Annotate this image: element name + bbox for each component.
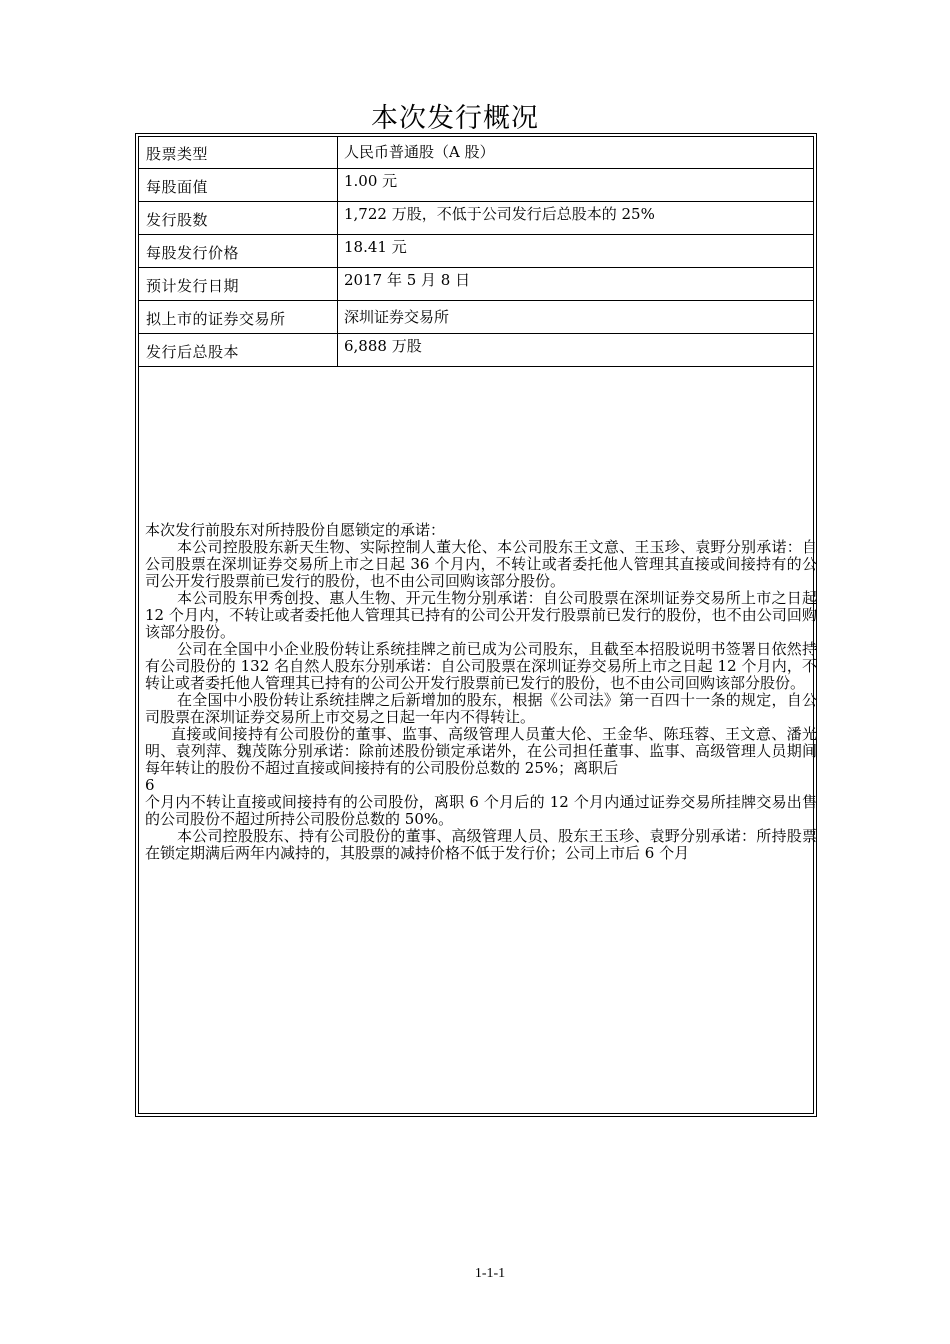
row-value: 人民币普通股（A 股） [344, 143, 495, 161]
row-value: 深圳证券交易所 [344, 308, 450, 326]
column-divider [337, 202, 338, 234]
row-label: 股票类型 [146, 145, 209, 163]
table-row-total-capital [138, 334, 814, 367]
page-number: 1-1-1 [474, 1266, 506, 1281]
row-value: 18.41 元 [344, 238, 407, 256]
row-value: 6,888 万股 [344, 337, 422, 355]
table-row-shares-issued [138, 202, 814, 235]
table-row-issue-price [138, 235, 814, 268]
commitment-paragraph: 公司在全国中小企业股份转让系统挂牌之前已成为公司股东，且截至本招股说明书签署日依然持有公司股份的 132 名自然人股东分别承诺：自公司股票在深圳证券交易所上市之日起 12 个月内，不转让或者委托他人管理其已持有的公司公开发行股票前已发行的股份，也不由公司回购该部分股份。 [145, 640, 817, 692]
column-divider [337, 235, 338, 267]
row-label: 每股发行价格 [146, 244, 240, 262]
page-title: 本次发行概况 [371, 103, 539, 134]
table-row-stock-type [138, 136, 814, 169]
commitments-heading: 本次发行前股东对所持股份自愿锁定的承诺： [145, 521, 446, 539]
commitment-paragraph: 直接或间接持有公司股份的董事、监事、高级管理人员董大伦、王金华、陈珏蓉、王文意、潘光明、袁列萍、魏茂陈分别承诺：除前述股份锁定承诺外，在公司担任董事、监事、高级管理人员期间每年转让的股份不超过直接或间接持有的公司股份总数的 25%；离职后 [145, 725, 817, 777]
column-divider [337, 268, 338, 300]
column-divider [337, 169, 338, 201]
commitment-paragraph: 本公司控股股东新天生物、实际控制人董大伦、本公司股东王文意、王玉珍、袁野分别承诺：自公司股票在深圳证券交易所上市之日起 36 个月内，不转让或者委托他人管理其直接或间接持有的公司公开发行股票前已发行的股份，也不由公司回购该部分股份。 [145, 538, 817, 590]
row-label: 每股面值 [146, 178, 209, 196]
commitment-paragraph: 6 [145, 776, 155, 794]
commitment-paragraph: 个月内不转让直接或间接持有的公司股份，离职 6 个月后的 12 个月内通过证券交易所挂牌交易出售的公司股份不超过所持公司股份总数的 50%。 [145, 793, 817, 828]
table-row-exchange [138, 301, 814, 334]
row-label: 预计发行日期 [146, 277, 240, 295]
commitment-paragraph: 本公司控股股东、持有公司股份的董事、高级管理人员、股东王玉珍、袁野分别承诺：所持股票在锁定期满后两年内减持的，其股票的减持价格不低于发行价；公司上市后 6 个月 [145, 827, 817, 862]
column-divider [337, 136, 338, 168]
row-label: 发行股数 [146, 211, 209, 229]
table-row-par-value [138, 169, 814, 202]
row-value: 1.00 元 [344, 172, 398, 190]
column-divider [337, 334, 338, 366]
column-divider [337, 301, 338, 333]
commitments-section [145, 522, 817, 862]
commitment-paragraph: 本公司股东甲秀创投、惠人生物、开元生物分别承诺：自公司股票在深圳证券交易所上市之日起 12 个月内，不转让或者委托他人管理其已持有的公司公开发行股票前已发行的股份，也不由公司回购该部分股份。 [145, 589, 817, 641]
row-value: 2017 年 5 月 8 日 [344, 271, 471, 289]
row-label: 发行后总股本 [146, 343, 240, 361]
table-row-issue-date [138, 268, 814, 301]
row-value: 1,722 万股，不低于公司发行后总股本的 25% [344, 205, 655, 223]
row-label: 拟上市的证券交易所 [146, 310, 286, 328]
commitment-paragraph: 在全国中小股份转让系统挂牌之后新增加的股东，根据《公司法》第一百四十一条的规定，自公司股票在深圳证券交易所上市交易之日起一年内不得转让。 [145, 691, 817, 726]
